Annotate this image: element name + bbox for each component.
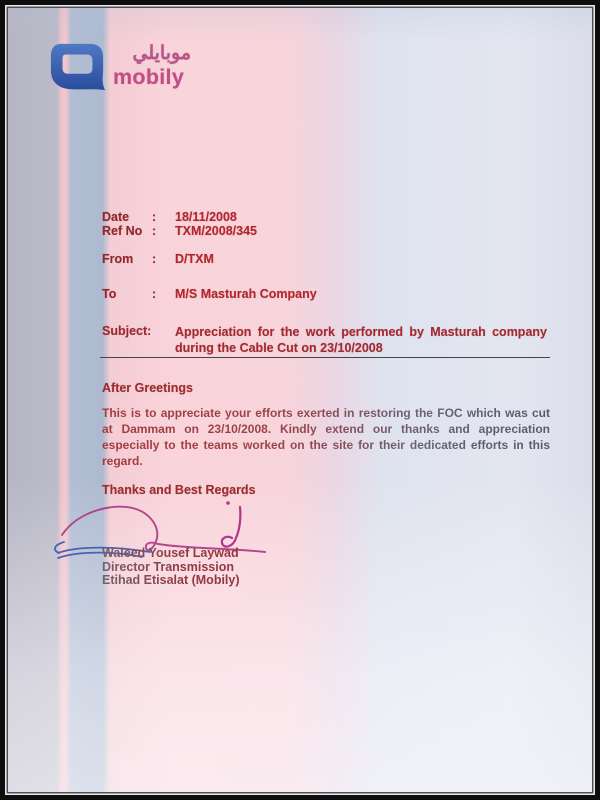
mobily-logo-icon bbox=[48, 41, 106, 95]
to-value: M/S Masturah Company bbox=[175, 287, 317, 301]
signatory-title: Director Transmission bbox=[102, 559, 234, 574]
signatory-name: Waleed Yousef Laywad bbox=[102, 546, 239, 560]
subject-underline bbox=[100, 357, 550, 358]
body-line: regard. bbox=[102, 454, 143, 468]
body-line: This is to appreciate your efforts exerted in restoring the FOC which was cut bbox=[102, 406, 550, 420]
to-label: To bbox=[102, 287, 117, 301]
mobily-logo bbox=[48, 41, 191, 95]
to-separator: : bbox=[152, 287, 157, 301]
meta-row-date bbox=[102, 210, 237, 224]
mobily-arabic-wordmark: موبايلي bbox=[132, 43, 191, 64]
ref-no-value: TXM/2008/345 bbox=[175, 224, 257, 238]
from-value: D/TXM bbox=[175, 252, 214, 266]
signatory-company: Etihad Etisalat (Mobily) bbox=[102, 573, 240, 587]
closing-line: Thanks and Best Regards bbox=[102, 483, 256, 497]
date-label: Date bbox=[102, 210, 130, 224]
subject-text bbox=[175, 324, 547, 356]
date-value: 18/11/2008 bbox=[175, 210, 237, 224]
body-line: especially to the teams worked on the site for their dedicated efforts in this bbox=[102, 438, 550, 452]
subject-line-2: during the Cable Cut on 23/10/2008 bbox=[175, 341, 383, 355]
subject-line-1: Appreciation for the work performed by Masturah company bbox=[175, 325, 547, 339]
mobily-latin-wordmark: mobily bbox=[113, 65, 185, 89]
date-separator: : bbox=[152, 210, 157, 224]
body-line: at Dammam on 23/10/2008. Kindly extend our thanks and appreciation bbox=[102, 422, 550, 436]
from-separator: : bbox=[152, 252, 157, 266]
meta-row-to bbox=[102, 287, 317, 301]
body-paragraph bbox=[102, 405, 550, 469]
from-label: From bbox=[102, 252, 134, 266]
meta-row-from bbox=[102, 252, 214, 266]
ref-no-label: Ref No bbox=[102, 224, 143, 238]
subject-row bbox=[102, 324, 547, 356]
mobily-wordmark bbox=[113, 42, 191, 95]
meta-row-ref-no bbox=[102, 224, 257, 238]
signatory-block bbox=[102, 547, 240, 588]
greeting-line: After Greetings bbox=[102, 381, 193, 395]
signature-dot bbox=[226, 501, 230, 505]
subject-label: Subject: bbox=[102, 324, 152, 338]
ref-no-separator: : bbox=[152, 224, 157, 238]
